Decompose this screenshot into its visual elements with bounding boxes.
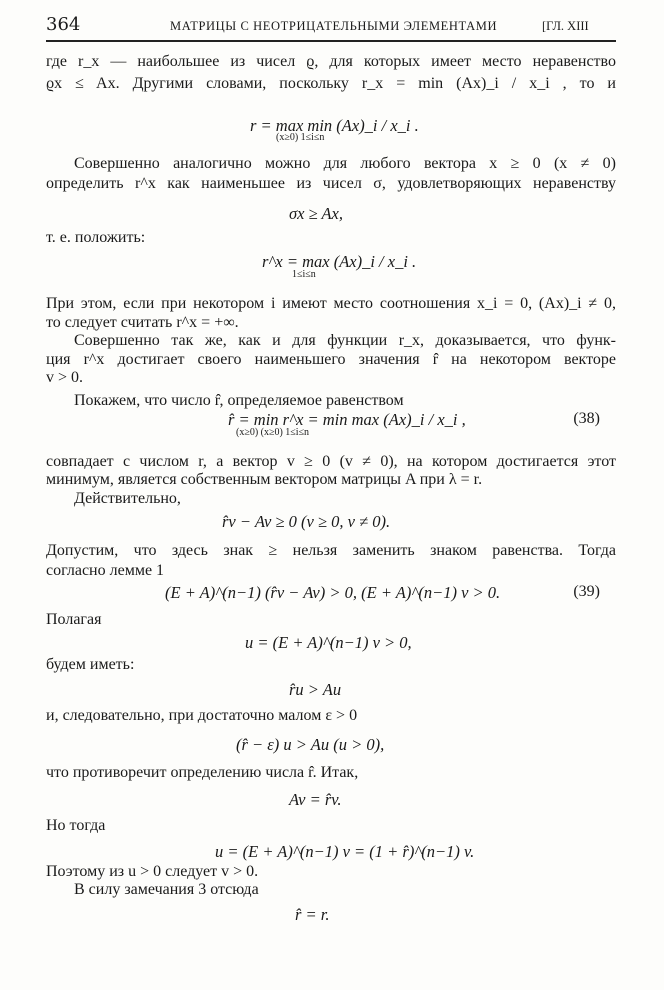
text-line-10: v > 0. (46, 369, 84, 386)
text-line-7: то следует считать r^x = +∞. (46, 314, 239, 331)
text-line-4: определить r^x как наименьшее из чисел σ, удовлетворяющих неравенству (46, 175, 616, 192)
formula-r-max-min: r = max min (Ax)_i / x_i . (250, 116, 419, 135)
text-line-17: Полагая (46, 611, 102, 628)
formula-ru-gt-au: r̂u > Au (289, 680, 342, 699)
text-line-2: ϱx ≤ Ax. Другими словами, поскольку r_x = min (Ax)_i / x_i , то и (46, 75, 616, 92)
running-title: МАТРИЦЫ С НЕОТРИЦАТЕЛЬНЫМИ ЭЛЕМЕНТАМИ (170, 19, 498, 33)
formula-r-hat-eq-r: r̂ = r. (295, 905, 330, 924)
formula-r-upper-x: r^x = max (Ax)_i / x_i . (262, 252, 417, 271)
equation-number-39: (39) (573, 583, 600, 600)
text-line-1: где r_x — наибольшее из чисел ϱ, для которых имеет место неравенство (46, 53, 616, 70)
formula-av-eq-rv: Av = r̂v. (289, 790, 342, 809)
text-line-5: т. е. положить: (46, 229, 146, 246)
formula-r-minus-eps: (r̂ − ε) u > Au (u > 0), (236, 735, 385, 754)
text-line-23: В силу замечания 3 отсюда (74, 881, 259, 898)
text-line-16: согласно лемме 1 (46, 562, 165, 579)
text-line-15: Допустим, что здесь знак ≥ нельзя заменить знаком равенства. Тогда (46, 542, 616, 559)
formula-38-subscripts: (x≥0) (x≥0) 1≤i≤n (236, 427, 310, 438)
text-line-22: Поэтому из u > 0 следует v > 0. (46, 863, 259, 880)
header-rule (46, 40, 616, 42)
formula-u-def: u = (E + A)^(n−1) v > 0, (245, 633, 412, 652)
text-line-18: будем иметь: (46, 656, 135, 673)
text-line-3: Совершенно аналогично можно для любого вектора x ≥ 0 (x ≠ 0) (74, 155, 616, 172)
page-number: 364 (46, 14, 81, 35)
equation-number-38: (38) (573, 410, 600, 427)
text-line-14: Действительно, (74, 490, 181, 507)
text-line-19: и, следовательно, при достаточно малом ε > 0 (46, 707, 358, 724)
text-line-11: Покажем, что число r̂, определяемое равенством (74, 392, 404, 409)
text-line-9: ция r^x достигает своего наименьшего значения r̂ на некотором векторе (46, 351, 616, 368)
formula-r-upper-x-subscripts: 1≤i≤n (292, 269, 316, 280)
text-line-8: Совершенно так же, как и для функции r_x, доказывается, что функ- (74, 332, 616, 349)
chapter-label: [ГЛ. XIII (542, 19, 589, 33)
text-line-20: что противоречит определению числа r̂. Итак, (46, 764, 359, 781)
formula-rv-minus-av: r̂v − Av ≥ 0 (v ≥ 0, v ≠ 0). (222, 512, 391, 531)
text-line-21: Но тогда (46, 817, 106, 834)
formula-u-eq: u = (E + A)^(n−1) v = (1 + r̂)^(n−1) v. (215, 842, 475, 861)
formula-r-max-min-subscripts: (x≥0) 1≤i≤n (276, 132, 325, 143)
text-line-6: При этом, если при некотором i имеют место соотношения x_i = 0, (Ax)_i ≠ 0, (46, 295, 616, 312)
formula-38: r̂ = min r^x = min max (Ax)_i / x_i , (228, 410, 466, 429)
formula-39: (E + A)^(n−1) (r̂v − Av) > 0, (E + A)^(n−1) v > 0. (165, 583, 501, 602)
formula-sigma-ineq: σx ≥ Ax, (289, 204, 343, 223)
text-line-12: совпадает с числом r, а вектор v ≥ 0 (v ≠ 0), на котором достигается этот (46, 453, 616, 470)
text-line-13: минимум, является собственным вектором матрицы A при λ = r. (46, 471, 483, 488)
